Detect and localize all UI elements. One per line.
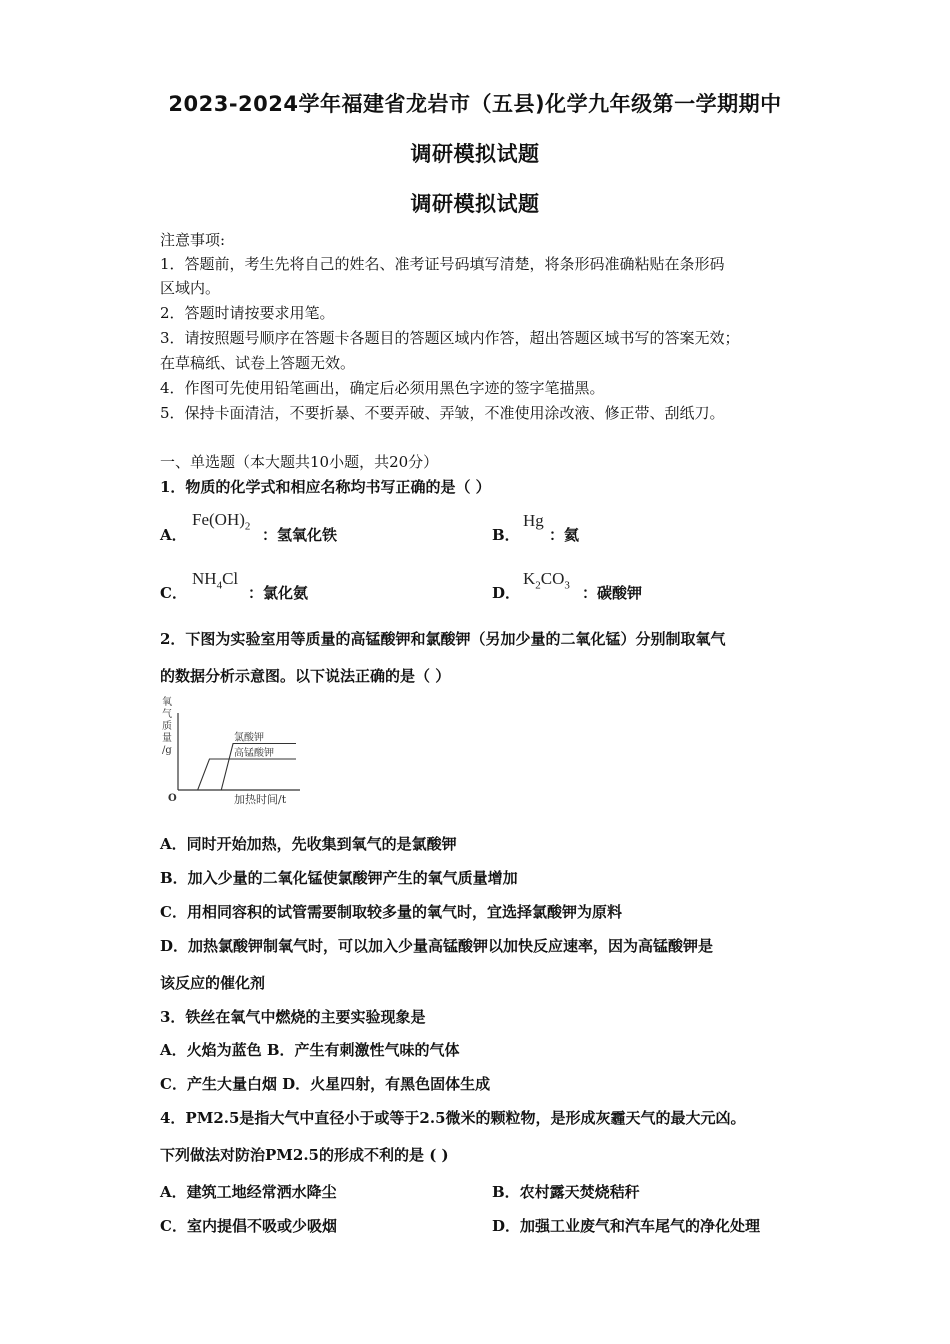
notice-heading: 注意事项: xyxy=(160,231,226,249)
q1-option-d-label: D． xyxy=(492,584,521,602)
chart-y-axis-label-char: 量 xyxy=(162,733,172,744)
q1-option-c-formula: $NH_4Cl$ xyxy=(192,569,239,592)
chart-series-label-0: 氯酸钾 xyxy=(234,732,264,744)
q3-options-cd: C．产生大量白烟 D．火星四射，有黑色固体生成 xyxy=(160,1075,491,1093)
notice-item: 在草稿纸、试卷上答题无效。 xyxy=(160,354,356,372)
notice-item: 3．请按照题号顺序在答题卡各题目的答题区域内作答，超出答题区域书写的答案无效； xyxy=(160,329,740,347)
notice-item: 1．答题前，考生先将自己的姓名、准考证号码填写清楚，将条形码准确粘贴在条形码 xyxy=(160,255,725,273)
chart-y-axis-label-char: 气 xyxy=(162,709,172,720)
chart-y-axis-label-char: 质 xyxy=(162,721,172,732)
chart-y-axis-label-char: 氧 xyxy=(162,697,172,708)
q3-stem: 3．铁丝在氧气中燃烧的主要实验现象是 xyxy=(160,1008,426,1026)
exam-title-line2: 调研模拟试题 xyxy=(410,142,540,166)
notice-item: 区域内。 xyxy=(160,279,221,297)
q2-option-a: A．同时开始加热，先收集到氧气的是氯酸钾 xyxy=(160,835,457,853)
q1-option-c-label: C． xyxy=(160,584,187,602)
q2-option-d-line1: D．加热氯酸钾制氧气时，可以加入少量高锰酸钾以加快反应速率，因为高锰酸钾是 xyxy=(160,937,714,955)
q2-option-d-line2: 该反应的催化剂 xyxy=(160,974,266,992)
q1-option-d-name: ：碳酸钾 xyxy=(582,584,643,602)
q1-option-c-name: ：氯化氨 xyxy=(248,584,309,602)
q4-option-b: B．农村露天焚烧秸秆 xyxy=(492,1183,640,1201)
q1-option-d-formula: $K_2CO_3$ xyxy=(523,569,570,592)
chart-y-axis-label-char: /g xyxy=(162,745,172,756)
q1-option-a-label: A． xyxy=(160,526,187,544)
chart-x-axis-label: 加热时间/t xyxy=(234,793,287,806)
chart-origin-label: O xyxy=(168,793,177,804)
chart-series-line-1 xyxy=(178,759,296,790)
oxygen-mass-chart xyxy=(150,693,310,813)
q2-stem-line1: 2．下图为实验室用等质量的高锰酸钾和氯酸钾（另加少量的二氧化锰）分别制取氧气 xyxy=(160,630,726,648)
exam-title-line1: 2023-2024学年福建省龙岩市（五县)化学九年级第一学期期中 xyxy=(168,92,782,116)
q2-option-b: B．加入少量的二氧化锰使氯酸钾产生的氧气质量增加 xyxy=(160,869,518,887)
q1-option-b-label: B． xyxy=(492,526,520,544)
notice-item: 4．作图可先使用铅笔画出，确定后必须用黑色字迹的签字笔描黑。 xyxy=(160,379,605,397)
q2-option-c: C．用相同容积的试管需要制取较多量的氧气时，宜选择氯酸钾为原料 xyxy=(160,903,622,921)
q1-option-a-name: ：氢氧化铁 xyxy=(262,526,338,544)
q4-option-d: D．加强工业废气和汽车尾气的净化处理 xyxy=(492,1217,761,1235)
q1-option-b-name: ：氦 xyxy=(549,526,580,544)
q1-stem: 1．物质的化学式和相应名称均书写正确的是（ ） xyxy=(160,478,491,496)
exam-title-line3: 调研模拟试题 xyxy=(410,192,540,216)
chart-y-axis-label xyxy=(162,695,172,756)
chart-series-label-1: 高锰酸钾 xyxy=(234,748,274,759)
q4-option-a: A．建筑工地经常洒水降尘 xyxy=(160,1183,337,1201)
q1-option-a-formula: $Fe(OH)_2$ xyxy=(192,510,251,533)
q4-stem-line2: 下列做法对防治PM2.5的形成不利的是 ( ) xyxy=(160,1146,449,1164)
q1-option-b-formula: Hg xyxy=(523,511,544,530)
section-heading: 一、单选题（本大题共10小题，共20分） xyxy=(160,453,439,471)
chart-series-group xyxy=(178,731,296,791)
q3-options-ab: A．火焰为蓝色 B．产生有刺激性气味的气体 xyxy=(160,1041,460,1059)
q4-stem-line1: 4．PM2.5是指大气中直径小于或等于2.5微米的颗粒物，是形成灰霾天气的最大元凶。 xyxy=(160,1109,746,1127)
notice-item: 2．答题时请按要求用笔。 xyxy=(160,304,335,322)
notice-item: 5．保持卡面清洁，不要折暴、不要弄破、弄皱，不准使用涂改液、修正带、刮纸刀。 xyxy=(160,404,725,422)
q4-option-c: C．室内提倡不吸或少吸烟 xyxy=(160,1217,337,1235)
q2-stem-line2: 的数据分析示意图。以下说法正确的是（ ） xyxy=(160,667,451,685)
